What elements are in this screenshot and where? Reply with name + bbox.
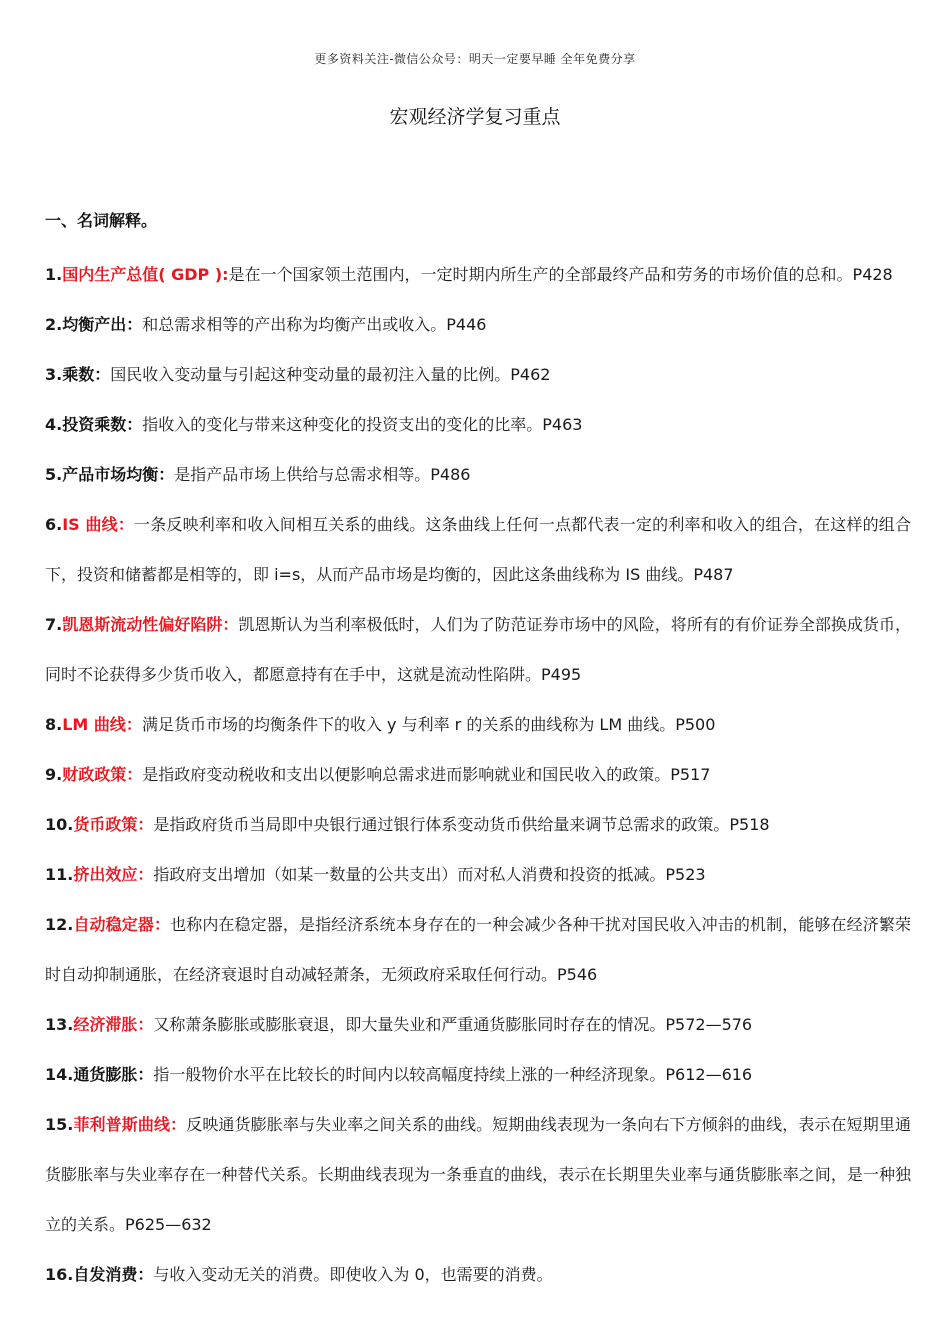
entry-term: 产品市场均衡 bbox=[62, 465, 159, 484]
entry-number: 6. bbox=[45, 515, 63, 534]
entry-colon: ： bbox=[158, 465, 175, 484]
definition-entry bbox=[45, 400, 911, 450]
entry-term: 均衡产出 bbox=[62, 315, 127, 334]
entry-number: 15. bbox=[45, 1115, 74, 1134]
definition-entry bbox=[45, 1000, 911, 1050]
entry-number: 10. bbox=[45, 815, 74, 834]
entry-number: 9. bbox=[45, 765, 63, 784]
entry-term: 乘数 bbox=[62, 365, 95, 384]
entry-number: 5. bbox=[45, 465, 63, 484]
definition-list bbox=[45, 250, 911, 1300]
entry-definition: 与收入变动无关的消费。即使收入为 0，也需要的消费。 bbox=[153, 1265, 553, 1284]
entry-definition: 是指产品市场上供给与总需求相等。P486 bbox=[174, 465, 471, 484]
definition-entry bbox=[45, 700, 911, 750]
entry-colon: ： bbox=[117, 515, 135, 534]
entry-number: 3. bbox=[45, 365, 63, 384]
entry-definition: 是指政府货币当局即中央银行通过银行体系变动货币供给量来调节总需求的政策。P518 bbox=[153, 815, 770, 834]
entry-definition: 凯恩斯认为当利率极低时，人们为了防范证券市场中的风险，将所有的有价证券全部换成货币，同时不论获得多少货币收入，都愿意持有在手中，这就是流动性陷阱。P495 bbox=[45, 615, 911, 684]
entry-colon: ： bbox=[126, 315, 143, 334]
entry-colon: ： bbox=[137, 1015, 154, 1034]
entry-term: 凯恩斯流动性偏好陷阱 bbox=[62, 615, 223, 634]
entry-definition: 指收入的变化与带来这种变化的投资支出的变化的比率。P463 bbox=[142, 415, 583, 434]
entry-definition: 国民收入变动量与引起这种变动量的最初注入量的比例。P462 bbox=[110, 365, 551, 384]
entry-number: 16. bbox=[45, 1265, 74, 1284]
entry-number: 4. bbox=[45, 415, 63, 434]
entry-term: 国内生产总值( GDP ) bbox=[62, 265, 223, 284]
entry-definition: 又称萧条膨胀或膨胀衰退，即大量失业和严重通货膨胀同时存在的情况。P572—576 bbox=[153, 1015, 753, 1034]
entry-number: 7. bbox=[45, 615, 63, 634]
definition-entry bbox=[45, 600, 911, 700]
header-note: 更多资料关注-微信公众号：明天一定要早睡 全年免费分享 bbox=[314, 52, 636, 66]
entry-colon: ： bbox=[170, 1115, 187, 1134]
entry-colon: ： bbox=[94, 365, 111, 384]
entry-definition: 反映通货膨胀率与失业率之间关系的曲线。短期曲线表现为一条向右下方倾斜的曲线，表示在短期里通货膨胀率与失业率存在一种替代关系。长期曲线表现为一条垂直的曲线，表示在长期里失业率与通货膨胀率之间，是一种独立的关系。P625—632 bbox=[45, 1115, 911, 1234]
entry-colon: ： bbox=[137, 815, 154, 834]
entry-definition: 是在一个国家领土范围内，一定时期内所生产的全部最终产品和劳务的市场价值的总和。P428 bbox=[228, 265, 893, 284]
entry-colon: ： bbox=[126, 765, 143, 784]
entry-definition: 一条反映利率和收入间相互关系的曲线。这条曲线上任何一点都代表一定的利率和收入的组合，在这样的组合下，投资和储蓄都是相等的，即 i=s，从而产品市场是均衡的，因此这条曲线称为 IS 曲线。P487 bbox=[45, 515, 911, 584]
entry-number: 2. bbox=[45, 315, 63, 334]
entry-term: 经济滞胀 bbox=[73, 1015, 138, 1034]
entry-colon: ： bbox=[222, 615, 239, 634]
definition-entry bbox=[45, 850, 911, 900]
entry-term: IS 曲线 bbox=[62, 515, 118, 534]
entry-definition: 满足货币市场的均衡条件下的收入 y 与利率 r 的关系的曲线称为 LM 曲线。P500 bbox=[141, 715, 716, 734]
entry-term: 菲利普斯曲线 bbox=[73, 1115, 171, 1134]
entry-term: 自动稳定器 bbox=[73, 915, 154, 934]
definition-entry bbox=[45, 800, 911, 850]
entry-colon: ： bbox=[125, 715, 142, 734]
definition-entry bbox=[45, 450, 911, 500]
entry-colon: ： bbox=[137, 865, 154, 884]
entry-colon: ： bbox=[137, 1065, 154, 1084]
entry-number: 1. bbox=[45, 265, 63, 284]
entry-term: LM 曲线 bbox=[62, 715, 126, 734]
entry-term: 自发消费 bbox=[73, 1265, 138, 1284]
section-heading: 一、名词解释。 bbox=[45, 211, 158, 230]
entry-definition: 指一般物价水平在比较长的时间内以较高幅度持续上涨的一种经济现象。P612—616 bbox=[153, 1065, 753, 1084]
definition-entry bbox=[45, 1100, 911, 1250]
entry-definition: 是指政府变动税收和支出以便影响总需求进而影响就业和国民收入的政策。P517 bbox=[142, 765, 711, 784]
entry-term: 挤出效应 bbox=[73, 865, 138, 884]
entry-term: 财政政策 bbox=[62, 765, 127, 784]
definition-entry bbox=[45, 750, 911, 800]
entry-colon: ： bbox=[154, 915, 171, 934]
page-title: 宏观经济学复习重点 bbox=[389, 106, 561, 128]
definition-entry bbox=[45, 1250, 911, 1300]
entry-definition: 和总需求相等的产出称为均衡产出或收入。P446 bbox=[142, 315, 487, 334]
entry-number: 12. bbox=[45, 915, 74, 934]
definition-entry bbox=[45, 1050, 911, 1100]
entry-number: 11. bbox=[45, 865, 74, 884]
entry-number: 8. bbox=[45, 715, 63, 734]
entry-term: 货币政策 bbox=[73, 815, 138, 834]
definition-entry bbox=[45, 350, 911, 400]
definition-entry bbox=[45, 300, 911, 350]
entry-colon: ： bbox=[126, 415, 143, 434]
definition-entry bbox=[45, 250, 911, 300]
entry-number: 14. bbox=[45, 1065, 74, 1084]
definition-entry bbox=[45, 900, 911, 1000]
entry-definition: 指政府支出增加（如某一数量的公共支出）而对私人消费和投资的抵减。P523 bbox=[153, 865, 706, 884]
entry-definition: 也称内在稳定器，是指经济系统本身存在的一种会减少各种干扰对国民收入冲击的机制，能够在经济繁荣时自动抑制通胀，在经济衰退时自动减轻萧条，无须政府采取任何行动。P546 bbox=[45, 915, 911, 984]
entry-colon: ： bbox=[137, 1265, 154, 1284]
entry-number: 13. bbox=[45, 1015, 74, 1034]
entry-colon: : bbox=[222, 265, 229, 284]
definition-entry bbox=[45, 500, 911, 600]
entry-term: 通货膨胀 bbox=[73, 1065, 138, 1084]
entry-term: 投资乘数 bbox=[62, 415, 127, 434]
